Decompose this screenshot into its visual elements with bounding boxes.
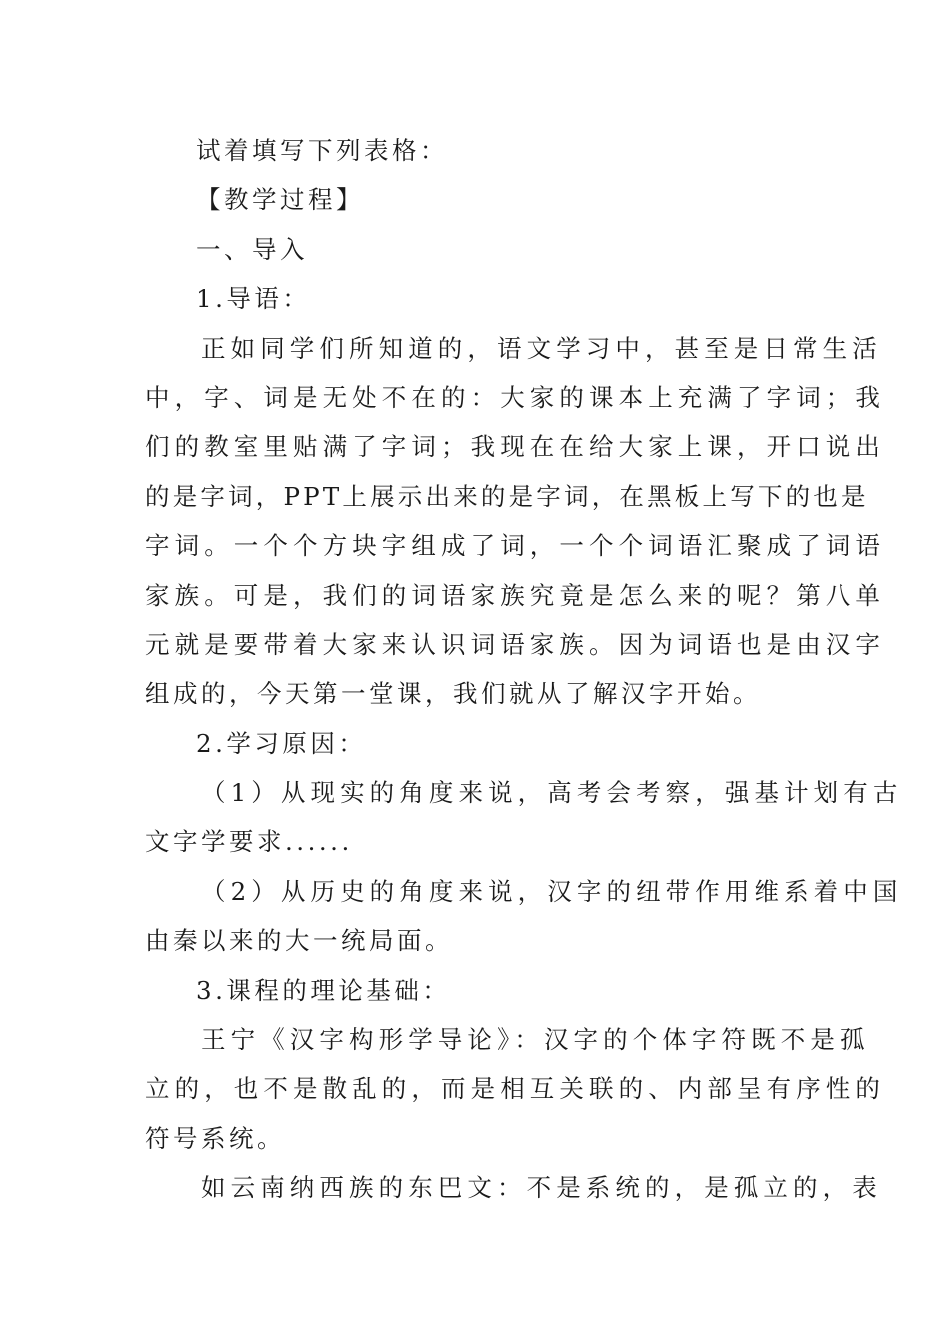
paragraph-line: 的是字词，PPT上展示出来的是字词，在黑板上写下的也是	[145, 481, 869, 511]
paragraph-line: 正如同学们所知道的，语文学习中，甚至是日常生活	[201, 333, 882, 363]
paragraph-line: 如云南纳西族的东巴文：不是系统的，是孤立的，表	[201, 1173, 882, 1203]
subheading-theory-basis: 3.课程的理论基础：	[196, 975, 451, 1005]
paragraph-line: 立的，也不是散乱的，而是相互关联的、内部呈有序性的	[145, 1074, 885, 1104]
paragraph-line: 组成的，今天第一堂课，我们就从了解汉字开始。	[145, 679, 761, 709]
paragraph-line: 中，字、词是无处不在的：大家的课本上充满了字词；我	[145, 382, 885, 412]
heading-introduction: 一、导入	[196, 234, 308, 264]
instruction-line: 试着填写下列表格：	[196, 136, 448, 165]
paragraph-line: 们的教室里贴满了字词；我现在在给大家上课，开口说出	[145, 432, 885, 462]
list-item-line: （2）从历史的角度来说，汉字的纽带作用维系着中国	[201, 876, 903, 906]
list-item-line: 文字学要求......	[145, 827, 353, 857]
paragraph-line: 元就是要带着大家来认识词语家族。因为词语也是由汉字	[145, 629, 885, 659]
section-heading-teaching-process: 【教学过程】	[196, 185, 364, 215]
list-item-line: （1）从现实的角度来说，高考会考察，强基计划有古	[201, 778, 903, 808]
subheading-reasons: 2.学习原因：	[196, 728, 367, 758]
paragraph-line: 家族。可是，我们的词语家族究竟是怎么来的呢？第八单	[145, 580, 885, 610]
paragraph-line: 字词。一个个方块字组成了词，一个个词语汇聚成了词语	[145, 531, 885, 561]
list-item-line: 由秦以来的大一统局面。	[145, 926, 453, 956]
paragraph-line: 王宁《汉字构形学导论》：汉字的个体字符既不是孤	[201, 1025, 870, 1055]
document-body	[145, 126, 903, 1213]
paragraph-line: 符号系统。	[145, 1123, 285, 1153]
subheading-lead-in: 1.导语：	[196, 284, 311, 314]
